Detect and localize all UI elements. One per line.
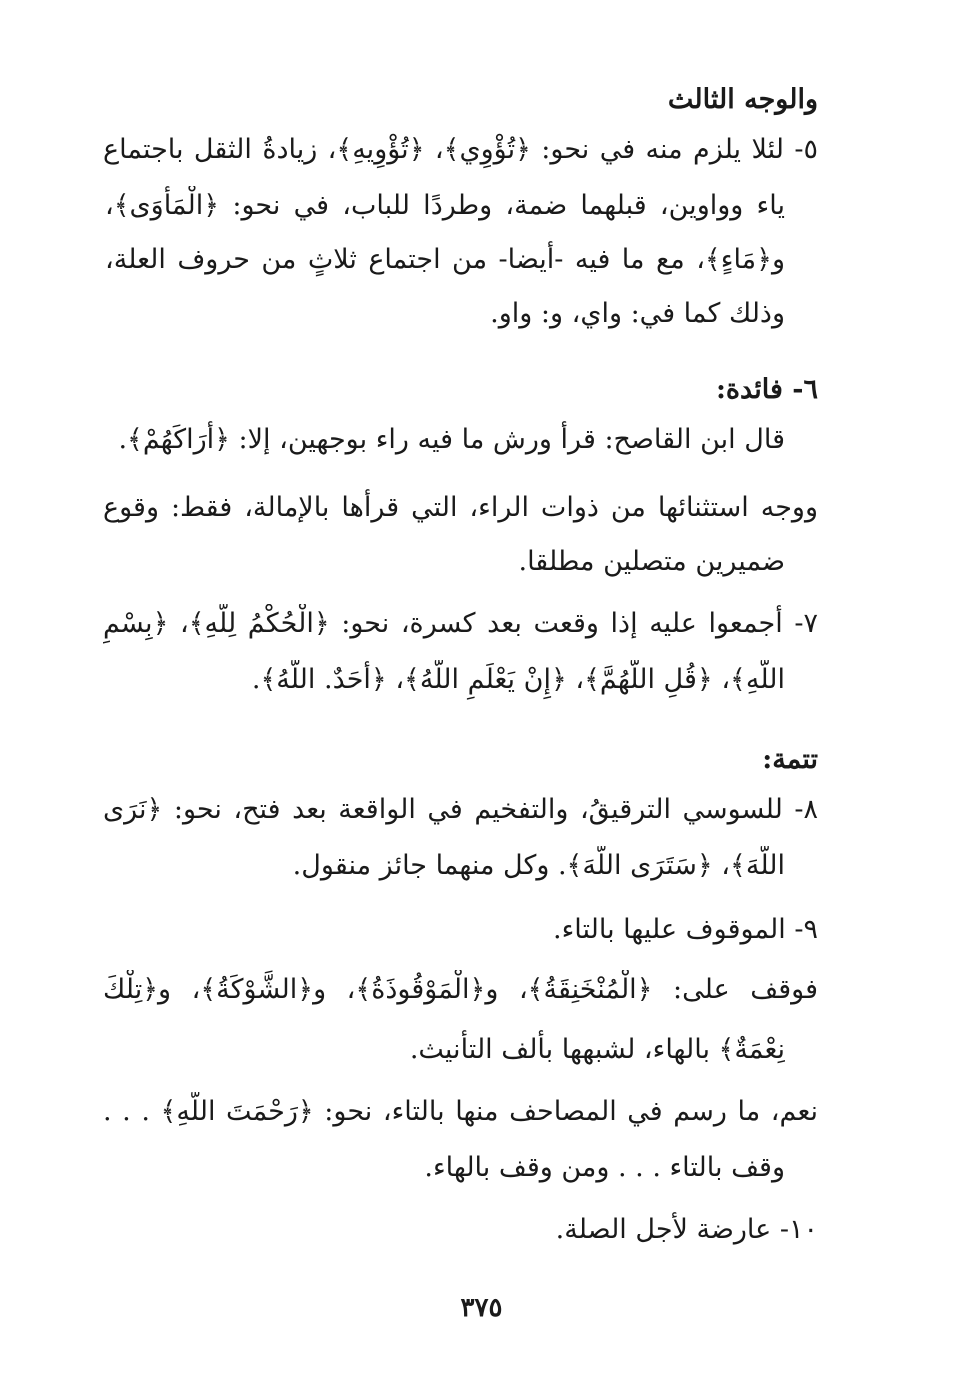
item-10: ١٠- عارضة لأجل الصلة. <box>555 1214 818 1245</box>
tatimma-heading: تتمة: <box>762 744 818 775</box>
item-6-heading: ٦- فائدة: <box>715 374 818 405</box>
item-9-heading: ٩- الموقوف عليها بالتاء. <box>552 914 818 945</box>
item-6-paragraph-2-line-1: ووجه استثنائها من ذوات الراء، التي قرأها بالإمالة، فقط: وقوع <box>103 492 818 523</box>
item-9-paragraph-1-line-2: نِعْمَةٌ﴾ بالهاء، لشبهها بألف التأنيث. <box>409 1034 785 1065</box>
item-7-line-2: اللَّهِ﴾، ﴿قُلِ اللَّهُمَّ﴾، ﴿إِنْ يَعْلَمِ اللَّهُ﴾، ﴿أَحَدٌ. اللَّهُ﴾. <box>251 664 785 695</box>
item-9-paragraph-2-line-1: نعم، ما رسم في المصاحف منها بالتاء، نحو: ﴿رَحْمَتَ اللَّهِ﴾ . . . <box>103 1096 818 1127</box>
item-5-line-2: ياء وواوين، قبلهما ضمة، وطردًا للباب، في نحو: ﴿الْمَأْوَى﴾، <box>105 190 785 221</box>
item-5-line-3: و﴿مَاءٍ﴾، مع ما فيه -أيضا- من اجتماع ثلاثٍ من حروف العلة، <box>105 244 785 275</box>
section-heading: والوجه الثالث <box>667 84 818 115</box>
item-5-line-4: وذلك كما في: واي، و: واو. <box>490 298 785 329</box>
item-8-line-2: اللَّهَ﴾، ﴿سَتَرَى اللَّهَ﴾. وكل منهما جائز منقول. <box>292 850 785 881</box>
item-5-line-1: ٥- لئلا يلزم منه في نحو: ﴿تُؤْوِي﴾، ﴿تُؤْوِيهِ﴾، زيادةُ الثقل باجتماع <box>103 134 818 165</box>
item-7-line-1: ٧- أجمعوا عليه إذا وقعت بعد كسرة، نحو: ﴿الْحُكْمُ لِلَّهِ﴾، ﴿بِسْمِ <box>103 608 818 639</box>
item-6-paragraph-1: قال ابن القاصح: قرأ ورش ما فيه راء بوجهين، إلا: ﴿أَرَاكَهُمْ﴾. <box>118 424 785 455</box>
item-8-line-1: ٨- للسوسي الترقيقُ، والتفخيم في الواقعة بعد فتح، نحو: ﴿نَرَى <box>103 794 818 825</box>
item-6-paragraph-2-line-2: ضميرين متصلين مطلقا. <box>518 546 785 577</box>
item-9-paragraph-2-line-2: وقف بالتاء . . . ومن وقف بالهاء. <box>424 1152 785 1183</box>
item-9-paragraph-1-line-1: فوقف على: ﴿الْمُنْخَنِقَةُ﴾، و﴿الْمَوْقُوذَةُ﴾، و﴿الشَّوْكَةُ﴾، و﴿تِلْكَ <box>103 974 818 1005</box>
page-number: ٣٧٥ <box>460 1293 503 1323</box>
